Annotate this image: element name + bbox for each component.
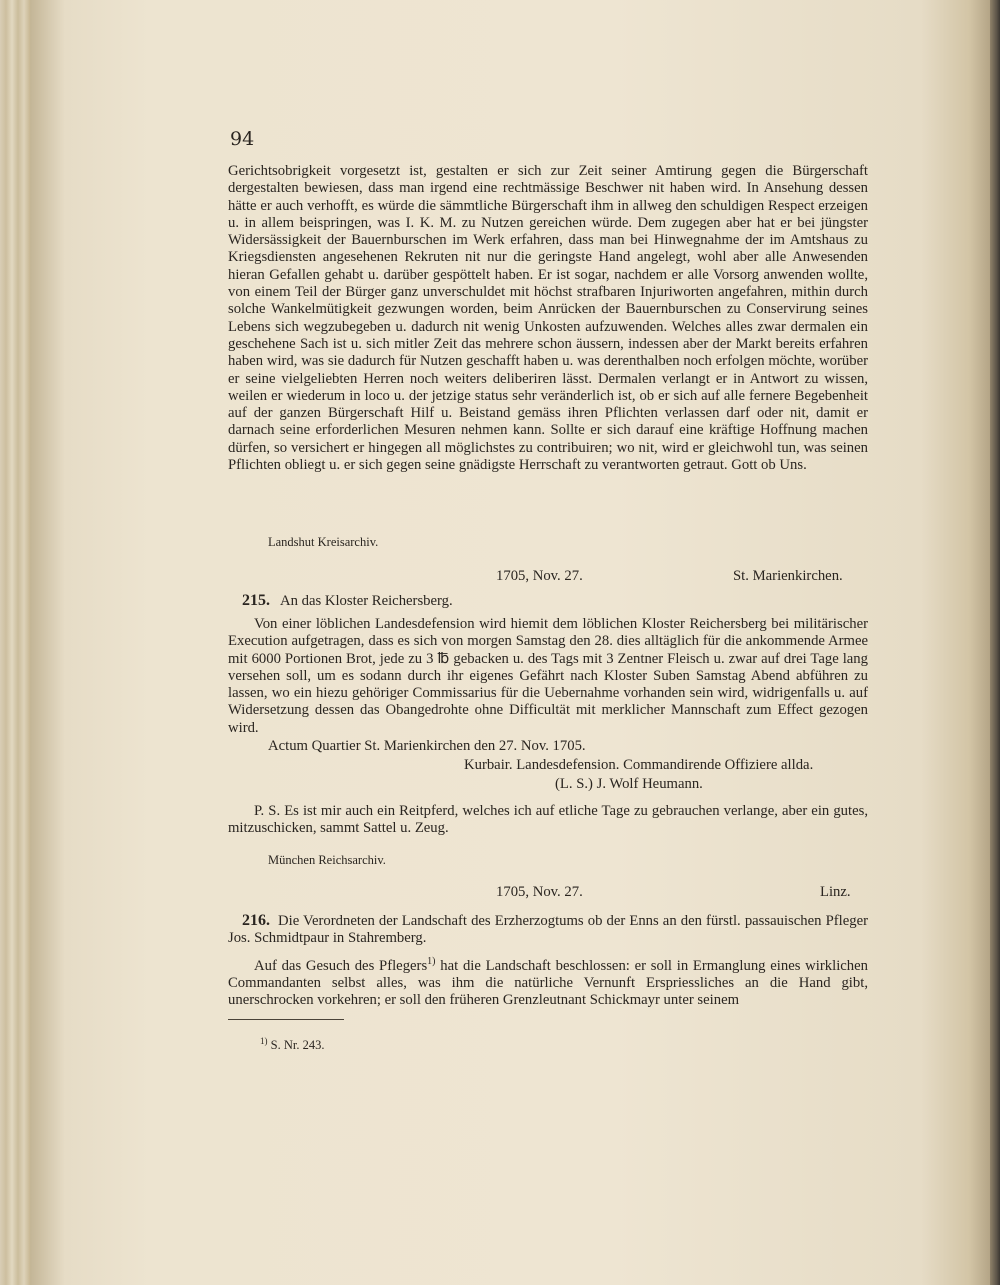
page-stack-edge — [0, 0, 30, 1285]
doc215-actum: Actum Quartier St. Marienkirchen den 27. Nov. 1705. — [268, 738, 586, 754]
doc216-number: 216. — [242, 912, 270, 929]
doc216-body-start: Auf das Gesuch des Pflegers — [254, 957, 428, 974]
doc216-body — [228, 953, 868, 1010]
doc216-title: Die Verordneten der Landschaft des Erzherzogtums ob der Enns an den fürstl. passauischen Pfleger Jos. Schmidtpaur in Stahremberg. — [228, 913, 868, 947]
doc215-title: An das Kloster Reichersberg. — [280, 593, 453, 609]
footnote-mark: 1) — [260, 1036, 268, 1046]
footnote-text: S. Nr. 243. — [267, 1038, 325, 1053]
source-note-2: München Reichsarchiv. — [268, 853, 386, 867]
doc216-heading — [228, 912, 868, 948]
doc215-place: St. Marienkirchen. — [733, 568, 843, 584]
doc216-date: 1705, Nov. 27. — [496, 884, 583, 900]
footnote-rule — [228, 1019, 344, 1020]
doc215-signatory: Kurbair. Landesdefension. Commandirende Offiziere allda. — [464, 757, 814, 773]
doc216-place: Linz. — [820, 884, 851, 900]
footnote — [260, 1036, 324, 1053]
doc216-body-rest: hat die Landschaft beschlossen: er soll in Ermanglung eines wirklichen Commandanten selbst alles, was ihm die natürliche Vernunft Erspriessliches an die Hand gibt, unerschrocken vorkehren; er soll den früheren Grenzleutnant Schickmayr unter seinem — [228, 957, 868, 1009]
doc215-date: 1705, Nov. 27. — [496, 568, 583, 584]
page-number: 94 — [230, 128, 255, 150]
doc215-number: 215. — [242, 592, 270, 609]
continuation-paragraph: Gerichtsobrigkeit vorgesetzt ist, gestalten er sich zur Zeit seiner Amtirung gegen die Bürgerschaft dergestalten bewiesen, dass man irgend eine rechtmässige Beschwer nit haben wird. In Ansehung dessen hätte er auch verhofft, es würde die sämmtliche Bürgerschaft ihm in allweg den schuldigen Respect erzeigen u. in allem beispringen, was I. K. M. zu Nutzen gereichen würde. Dem zugegen aber hat er bei jüngster Widersässigkeit der Bauernburschen im Werk erfahren, dass man bei Hinwegnahme der im Amtshaus zu Kriegsdiensten angesehenen Rekruten nit nur die geringste Hand angelegt, wohl aber alle Anwesenden hieran Gefallen gehabt u. darüber gespöttelt haben. Er ist sogar, nachdem er alle Vorsorg anwenden wollte, von einem Teil der Bürger ganz unverschuldet mit höchst strafbaren Injuriworten angefahren, mithin durch solche Wankelmütigkeit gezwungen worden, beim Anrücken der Bauernburschen zu Conservirung seines Lebens sich wegzubegeben u. dadurch nit wenig Unkosten aufzuwenden. Welches alles zwar dermalen ein geschehene Sach ist u. sich mitler Zeit das mehrere schon äussern, indessen aber der Markt bereits erfahren haben wird, was sie dadurch für Nutzen geschafft haben u. was derenthalben noch erfolgen möchte, worüber er seine vielgeliebten Herren noch weiters deliberiren lässt. Dermalen verlangt er in Antwort zu wissen, weilen er wiederum in loco u. der jetzige status sehr veränderlich ist, ob er sich auf alle fernere Begebenheit auf der ganzen Bürgerschaft Hilf u. Beistand gemäss ihren Pflichten verlassen darf oder nit, damit er darnach seine erforderlichen Mesuren nehmen kann. Sollte er sich darauf eine kräftige Hoffnung machen dürfen, so versichert er hingegen all möglichstes zu contribuiren; wo nit, wird er gleichwohl tun, was seinen Pflichten obliegt u. er sich gegen seine gnädigste Herrschaft zu verantworten getraut. Gott ob Uns. — [228, 163, 868, 474]
footnote-reference[interactable]: 1) — [427, 956, 436, 967]
doc215-body: Von einer löblichen Landesdefension wird hiemit dem löblichen Kloster Reichersberg bei militärischer Execution aufgetragen, dass es sich von morgen Samstag den 28. dies alltäglich für die ankommende Armee mit 6000 Portionen Brot, jede zu 3 ℔ gebacken u. des Tags mit 3 Zentner Fleisch u. zwar auf drei Tage lang versehen soll, um es sodann durch ihr eigenes Gefährt nach Kloster Suben Samstag Abend abführen zu lassen, wo ein hiezu gehöriger Commissarius für die Uebernahme vorhanden sein wird, widrigenfalls u. auf Widersetzung dessen das Obangedrohte ohne Difficultät mit merklicher Mannschaft zum Effect gezogen wird. — [228, 616, 868, 736]
doc215-seal-signature: (L. S.) J. Wolf Heumann. — [555, 776, 703, 792]
source-note-1: Landshut Kreisarchiv. — [268, 535, 379, 549]
doc215-postscript: P. S. Es ist mir auch ein Reitpferd, welches ich auf etliche Tage zu gebrauchen verlange, aber ein gutes, mitzuschicken, sammt Sattel u. Zeug. — [228, 803, 868, 837]
book-spine-edge — [990, 0, 1000, 1285]
doc215-heading — [242, 592, 870, 610]
